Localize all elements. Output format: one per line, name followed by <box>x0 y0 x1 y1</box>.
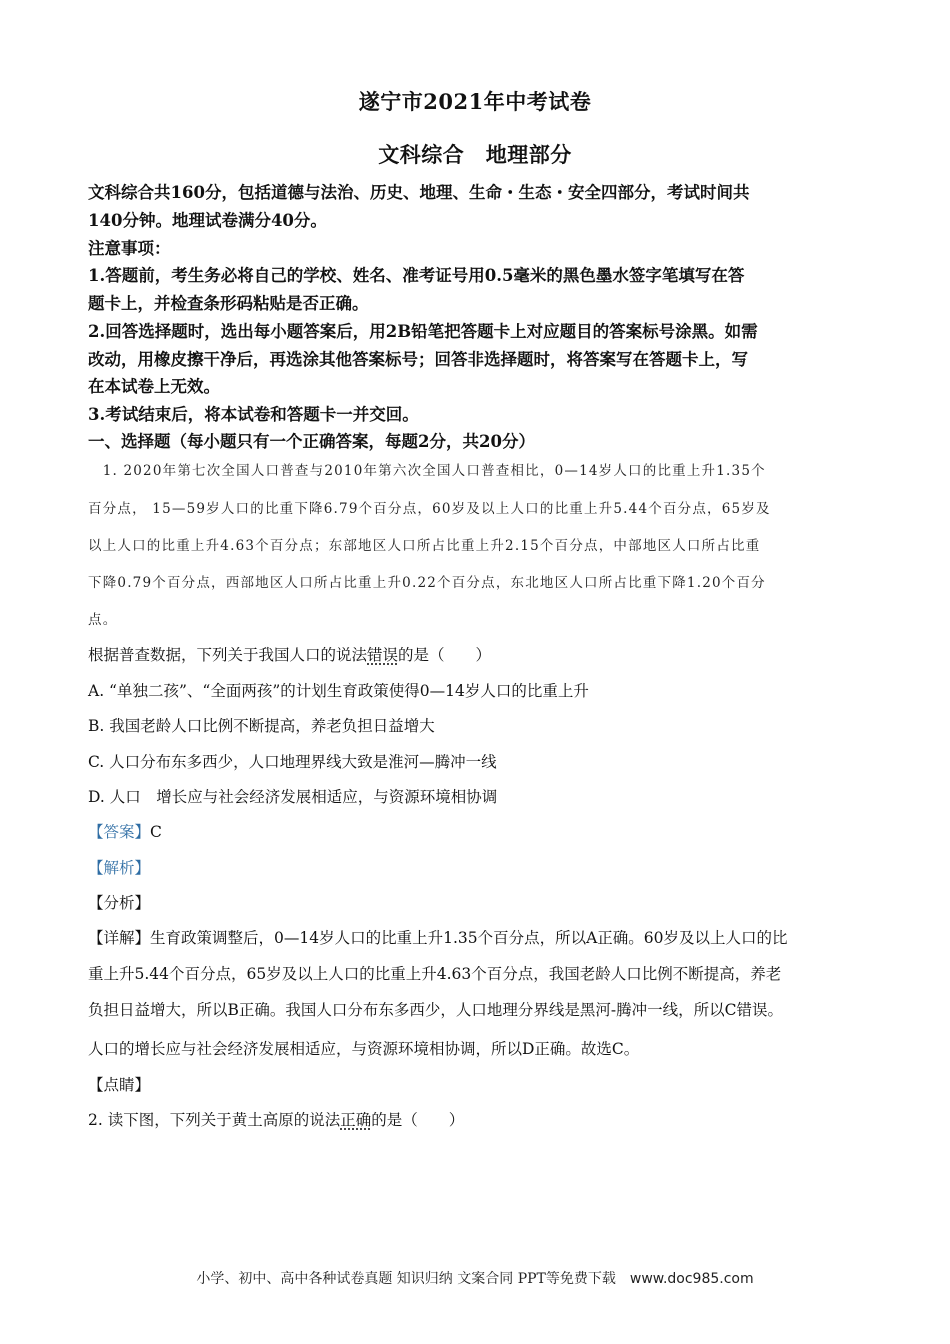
detail-line: 人口的增长应与社会经济发展相适应，与资源环境相协调，所以D正确。故选C。 <box>88 1040 640 1058</box>
question-stem-line: 以上人口的比重上升4.63个百分点；东部地区人口所占比重上升2.15个百分点，中部地区人口所占比重 <box>88 538 761 554</box>
page-title: 遂宁市2021年中考试卷 <box>358 89 592 114</box>
question-2-prefix: 2. 读下图，下列关于黄土高原的说法 <box>88 1111 341 1129</box>
section-heading: 一、选择题（每小题只有一个正确答案，每题2分，共20分） <box>88 432 535 451</box>
notice-item: 1.答题前，考生务必将自己的学校、姓名、准考证号用0.5毫米的黑色墨水签字笔填写在答 <box>88 266 745 285</box>
option-c: C. 人口分布东多西少，人口地理界线大致是淮河—腾冲一线 <box>88 753 497 771</box>
question-suffix: 的是（ ） <box>398 646 492 664</box>
question-emphasis: 错误 <box>367 646 399 664</box>
question-stem-line: 百分点， 15—59岁人口的比重下降6.79个百分点，60岁及以上人口的比重上升5.44个百分点，65岁及 <box>88 501 771 517</box>
question-prefix: 根据普查数据，下列关于我国人口的说法 <box>88 646 368 664</box>
answer-tag: 【答案】 <box>88 823 151 841</box>
question-stem-line: 点。 <box>88 612 118 628</box>
footer-url[interactable]: www.doc985.com <box>629 1271 754 1287</box>
detail-tag: 【详解】 <box>88 929 151 947</box>
intro-line: 文科综合共160分，包括道德与法治、历史、地理、生命・生态・安全四部分，考试时间共 <box>88 183 750 202</box>
question-stem-line: 1. 2020年第七次全国人口普查与2010年第六次全国人口普查相比，0—14岁人口的比重上升1.35个 <box>88 463 766 479</box>
fenxi-tag: 【分析】 <box>88 894 151 912</box>
question-text <box>88 643 878 665</box>
question-stem-line: 下降0.79个百分点，西部地区人口所占比重上升0.22个百分点，东北地区人口所占比重下降1.20个百分 <box>88 575 766 591</box>
question-2-emphasis: 正确 <box>340 1111 372 1129</box>
analysis-tag: 【解析】 <box>88 859 151 877</box>
detail-text: 生育政策调整后，0—14岁人口的比重上升1.35个百分点，所以A正确。60岁及以上人口的比 <box>150 929 788 947</box>
option-a: A. “单独二孩”、“全面两孩”的计划生育政策使得0—14岁人口的比重上升 <box>88 682 589 700</box>
question-2-suffix: 的是（ ） <box>371 1111 465 1129</box>
detail-line: 负担日益增大，所以B正确。我国人口分布东多西少，人口地理分界线是黑河-腾冲一线，所以C错误。 <box>88 1001 783 1019</box>
question-2 <box>88 1108 878 1130</box>
intro-line: 140分钟。地理试卷满分40分。 <box>88 211 327 230</box>
option-b: B. 我国老龄人口比例不断提高，养老负担日益增大 <box>88 717 435 735</box>
comment-tag: 【点睛】 <box>88 1076 151 1094</box>
page-subtitle: 文科综合 地理部分 <box>378 142 572 167</box>
answer-value: C <box>150 823 162 841</box>
notice-item: 题卡上，并检查条形码粘贴是否正确。 <box>88 294 369 313</box>
option-d: D. 人口 增长应与社会经济发展相适应，与资源环境相协调 <box>88 788 498 806</box>
notice-item: 改动，用橡皮擦干净后，再选涂其他答案标号；回答非选择题时，将答案写在答题卡上，写 <box>88 350 748 369</box>
page-footer <box>0 1268 950 1288</box>
detail-line <box>88 926 878 948</box>
notice-item: 2.回答选择题时，选出每小题答案后，用2B铅笔把答题卡上对应题目的答案标号涂黑。如需 <box>88 322 758 341</box>
footer-text: 小学、初中、高中各种试卷真题 知识归纳 文案合同 PPT等免费下载 <box>196 1271 616 1287</box>
answer-line <box>88 820 878 842</box>
notice-heading: 注意事项： <box>88 239 171 258</box>
notice-item: 3.考试结束后，将本试卷和答题卡一并交回。 <box>88 405 419 424</box>
notice-item: 在本试卷上无效。 <box>88 377 220 396</box>
detail-line: 重上升5.44个百分点，65岁及以上人口的比重上升4.63个百分点，我国老龄人口比例不断提高，养老 <box>88 965 782 983</box>
